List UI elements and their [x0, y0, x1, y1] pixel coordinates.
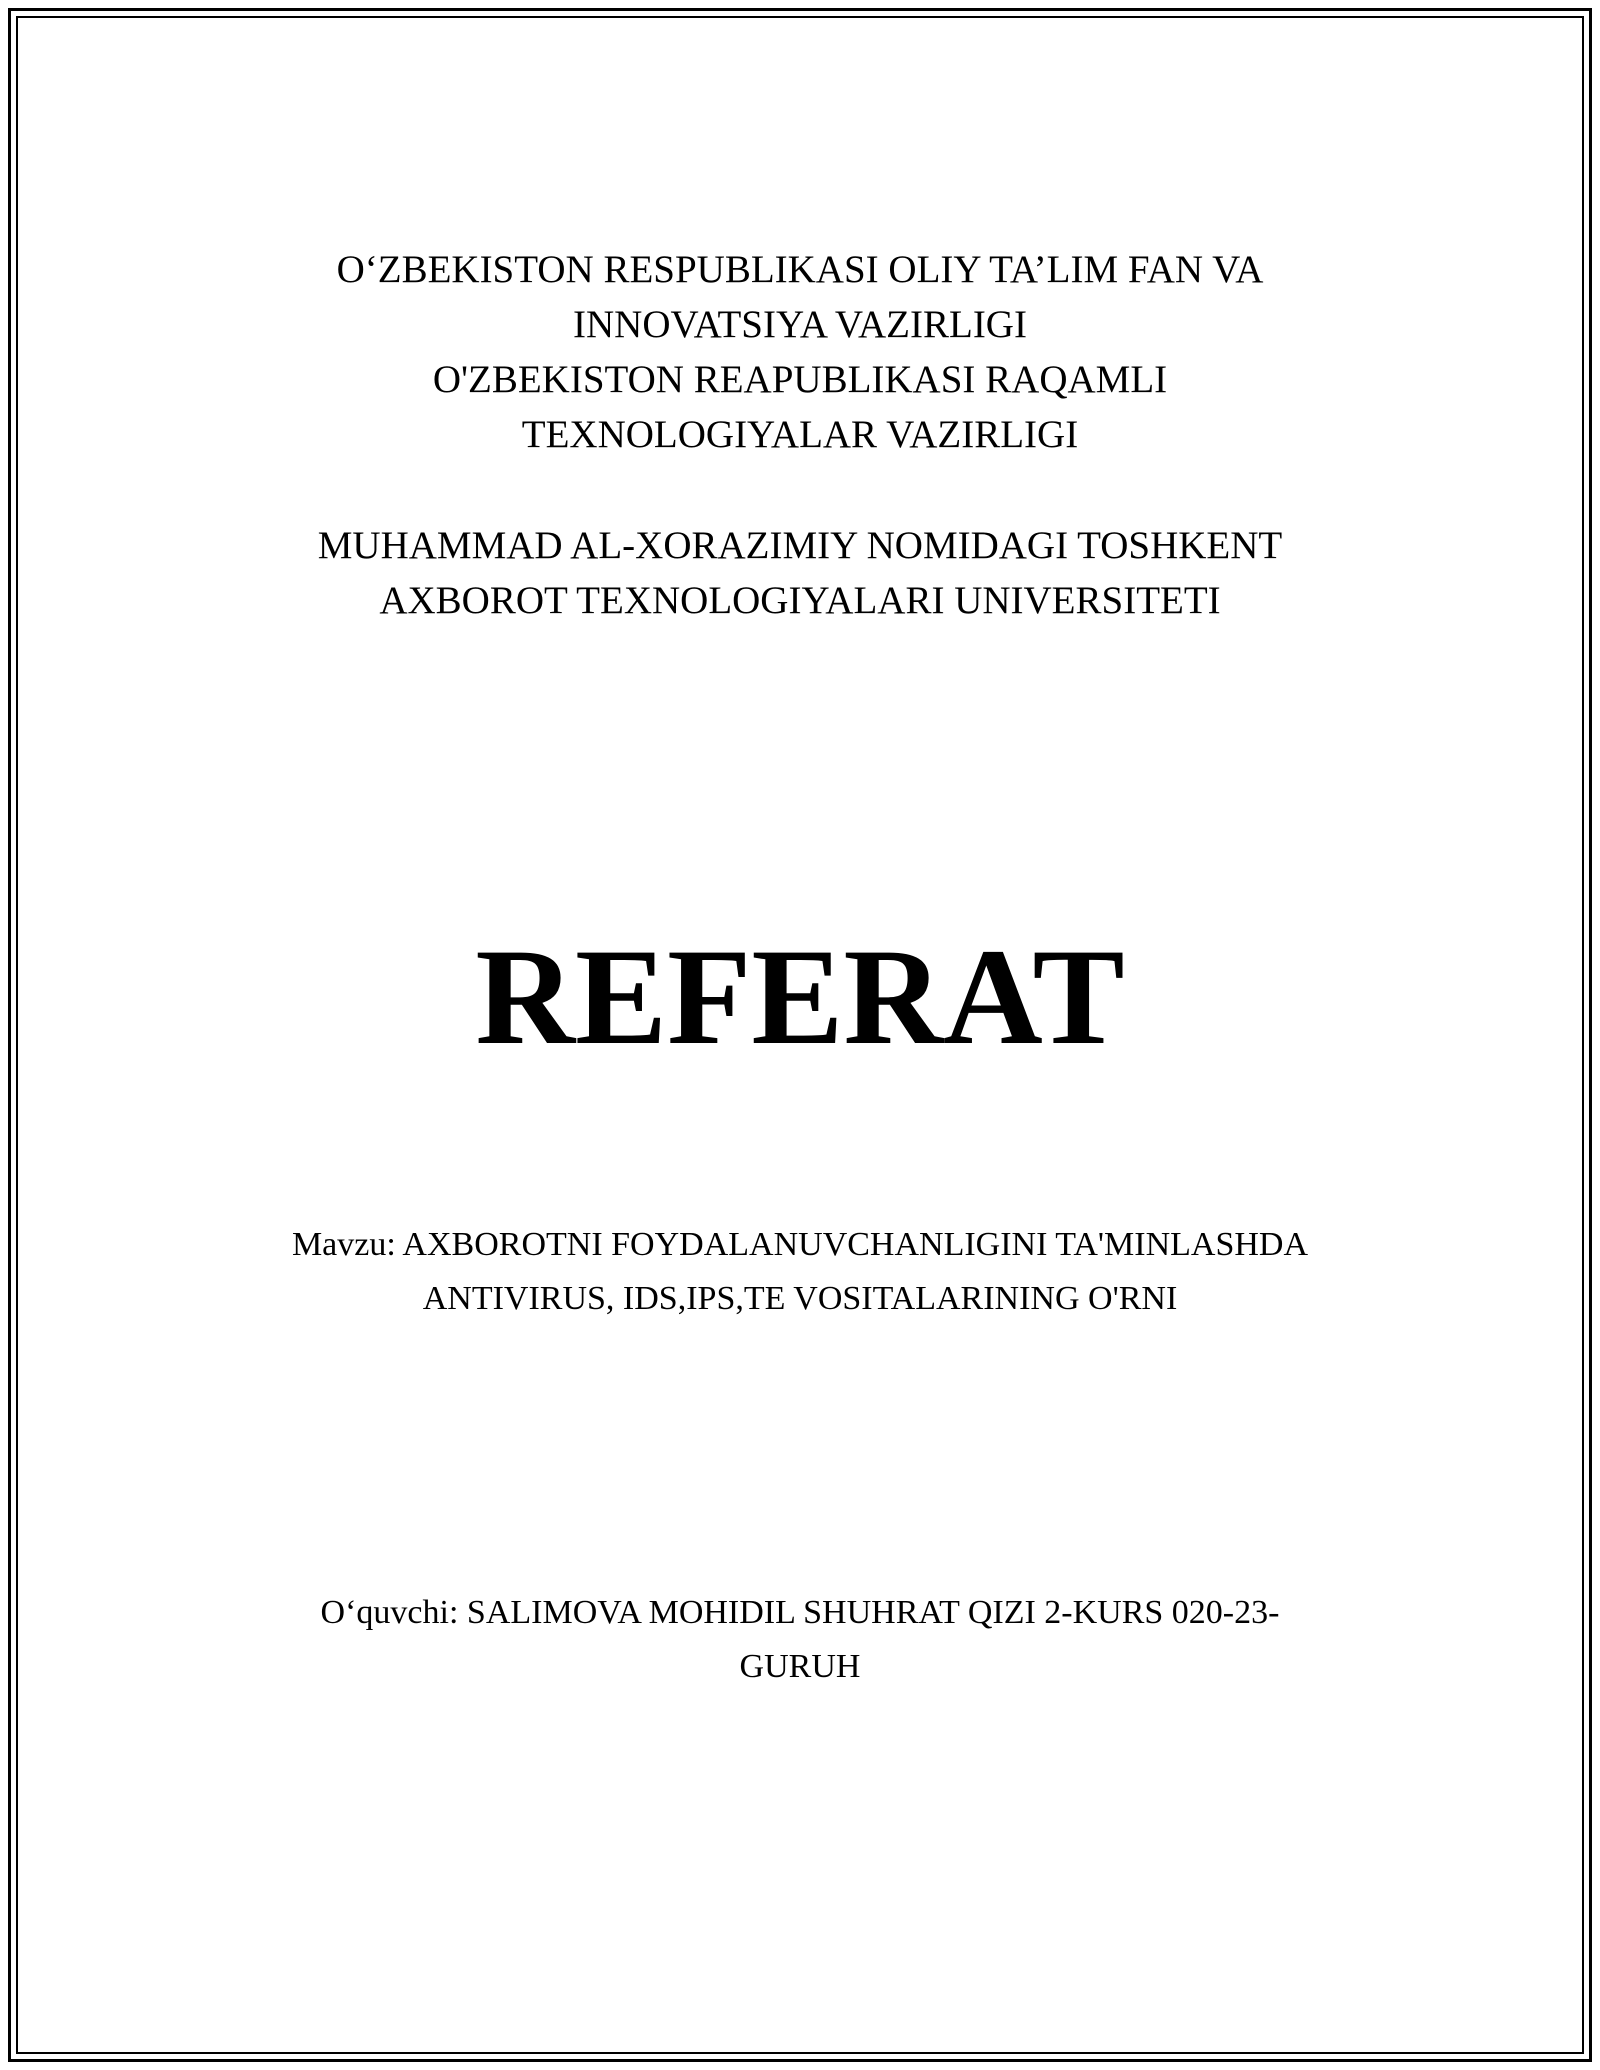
university-line-2: AXBOROT TEXNOLOGIYALARI UNIVERSITETI [379, 579, 1221, 622]
university-line-1: MUHAMMAD AL-XORAZIMIY NOMIDAGI TOSHKENT [317, 524, 1283, 567]
document-title: REFERAT [475, 920, 1125, 1073]
topic-line-2: ANTIVIRUS, IDS,IPS,TE VOSITALARINING O'RNI [422, 1280, 1178, 1317]
student-line-1: O‘quvchi: SALIMOVA MOHIDIL SHUHRAT QIZI 2-KURS 020-23- [320, 1594, 1280, 1631]
ministry-header [0, 242, 1600, 462]
ministry-line-4: TEXNOLOGIYALAR VAZIRLIGI [521, 413, 1079, 456]
university-name [0, 518, 1600, 628]
ministry-line-1: O‘ZBEKISTON RESPUBLIKASI OLIY TA’LIM FAN VA [336, 248, 1264, 291]
topic-line-1: Mavzu: AXBOROTNI FOYDALANUVCHANLIGINI TA'MINLASHDA [291, 1226, 1309, 1263]
ministry-line-3: O'ZBEKISTON REAPUBLIKASI RAQAMLI [432, 358, 1168, 401]
ministry-line-2: INNOVATSIYA VAZIRLIGI [573, 303, 1027, 346]
student-line-2: GURUH [739, 1648, 861, 1685]
student-info [0, 1586, 1600, 1694]
topic [0, 1218, 1600, 1326]
